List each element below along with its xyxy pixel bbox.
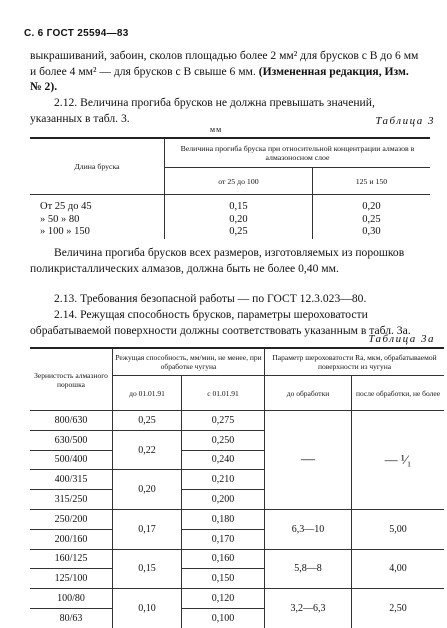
table3a-col-grain: Зернистость алмазного порошка — [34, 370, 108, 389]
table3-row: » 100 » 150 0,25 0,30 — [30, 226, 430, 239]
table3-row: » 50 » 80 0,20 0,25 — [30, 214, 430, 227]
table3a-row: 500/400 0,240 — [30, 450, 444, 470]
table-3a — [30, 347, 444, 628]
table3a-row: 315/250 0,200 — [30, 490, 444, 510]
table3-col-length: Длина бруска — [74, 162, 120, 171]
page-header: С. 6 ГОСТ 25594—83 — [24, 28, 129, 39]
table3a-row: 630/500 0,22 0,250 — [30, 430, 444, 450]
table3-sub2: 125 и 150 — [312, 168, 430, 195]
table3a-caption: Таблица 3а — [368, 333, 435, 345]
table3a-row: 250/200 0,17 0,180 6,3—10 5,00 — [30, 509, 444, 529]
table3-caption: Таблица 3 — [375, 115, 435, 127]
table3a-sub-a: до 01.01.91 — [113, 376, 182, 411]
paragraph-defects-text: выкрашиваний, забоин, сколов площадью более 2 мм² для брусков с B до 6 мм и более 4 мм² — для брусков с B свыше 6 мм. — [30, 49, 419, 78]
table3a-sub-d: после обработки, не более — [352, 376, 445, 411]
paragraph-defects — [30, 48, 420, 95]
table3a-col-cut: Режущая способность, мм/мин, не менее, при обработке чугуна — [113, 348, 265, 376]
table3a-sub-b: с 01.01.91 — [182, 376, 265, 411]
amendment-note: (Измененная редакция, Изм. № 2). — [30, 64, 409, 93]
paragraph-deflection: Величина прогиба брусков всех размеров, изготовляемых из порошков поликристаллических алмазов, должна быть не более 0,40 мм. — [30, 246, 405, 275]
paragraph-2-14: 2.14. Режущая способность брусков, параметры шероховатости обрабатываемой поверхности должны соответствовать указанным в табл. 3а. — [30, 308, 411, 337]
paragraph-2-13: 2.13. Требования безопасной работы — по ГОСТ 12.3.023—80. — [54, 292, 367, 305]
table3a-row: 200/160 0,170 — [30, 529, 444, 549]
table-3 — [30, 137, 430, 239]
table3a-col-rough: Параметр шероховатости Ra, мкм, обрабатываемой поверхности из чугуна — [265, 348, 445, 376]
paragraph-2-12: 2.12. Величина прогиба брусков не должна превышать значений, указанных в табл. 3. — [30, 96, 375, 125]
table3a-row: 125/100 0,150 — [30, 569, 444, 589]
table3-unit: мм — [210, 125, 223, 134]
table3a-row: 160/125 0,15 0,160 5,8—8 4,00 — [30, 549, 444, 569]
table3-sub1: от 25 до 100 — [165, 168, 313, 195]
table3a-row: 800/630 0,25 0,275 — — ¹⁄₁ — [30, 411, 444, 431]
table3a-row: 400/315 0,20 0,210 — [30, 470, 444, 490]
table3a-row: 100/80 0,10 0,120 3,2—6,3 2,50 — [30, 589, 444, 609]
table3-row: От 25 до 45 0,15 0,20 — [30, 201, 430, 214]
table3-col-group: Величина прогиба бруска при относительной концентрации алмазов в алмазоносном слое — [165, 138, 431, 168]
table3a-sub-c: до обработки — [265, 376, 352, 411]
table3a-row: 80/63 0,100 — [30, 608, 444, 627]
